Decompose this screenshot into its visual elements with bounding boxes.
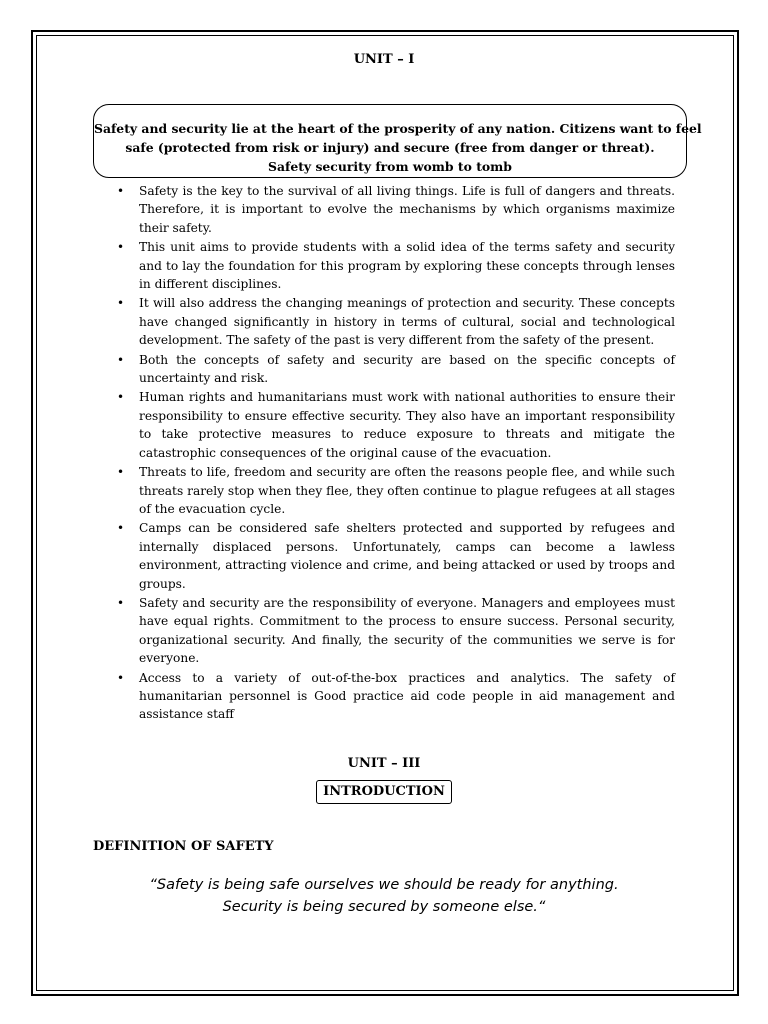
safety-quote: [0, 874, 768, 918]
list-item: [113, 594, 675, 668]
bullet-icon: •: [117, 352, 125, 367]
list-item: [113, 294, 675, 349]
list-item: [113, 519, 675, 593]
callout-line-3: Safety security from womb to tomb: [268, 159, 512, 174]
introduction-heading: INTRODUCTION: [316, 780, 452, 804]
list-item-text: Safety and security are the responsibility of everyone. Managers and employees must have equal rights. Commitment to the process to ensure success. Personal security, organizational security. And finally, the security of the communities we serve is for everyone.: [139, 595, 675, 666]
list-item: [113, 351, 675, 388]
unit-3-heading: UNIT – III: [347, 756, 421, 771]
list-item-text: Access to a variety of out-of-the-box practices and analytics. The safety of humanitarian personnel is Good practice aid code people in aid management and assistance staff: [139, 670, 675, 722]
callout-box: [93, 104, 702, 178]
definition-heading: DEFINITION OF SAFETY: [93, 839, 274, 854]
bullet-icon: •: [117, 595, 125, 610]
callout-line-1: Safety and security lie at the heart of the prosperity of any nation. Citizens want to feel: [94, 121, 702, 136]
list-item-text: Human rights and humanitarians must work with national authorities to ensure their responsibility to ensure effective security. They also have an important responsibility to take protective measures to reduce exposure to threats and mitigate the catastrophic consequences of the original cause of the evacuation.: [139, 390, 675, 460]
bullet-icon: •: [117, 240, 125, 255]
bullet-icon: •: [117, 390, 125, 405]
list-item: [113, 463, 675, 518]
bullet-icon: •: [117, 296, 125, 311]
bullet-icon: •: [117, 184, 125, 198]
bullet-icon: •: [117, 465, 125, 480]
unit-1-heading: UNIT – I: [353, 52, 415, 67]
list-item-text: Threats to life, freedom and security are often the reasons people flee, and while such threats rarely stop when they flee, they often continue to plague refugees at all stages of the evacuation cycle.: [139, 465, 675, 516]
bullet-list: [113, 182, 675, 725]
list-item: [113, 388, 675, 462]
quote-line-1: “Safety is being safe ourselves we should be ready for anything.: [149, 877, 619, 893]
list-item-text: Both the concepts of safety and security are based on the specific concepts of uncertainty and risk.: [139, 352, 675, 386]
list-item-text: Camps can be considered safe shelters protected and supported by refugees and internally displaced persons. Unfortunately, camps can become a lawless environment, attracting violence and crime, and being attacked or used by troops and groups.: [139, 521, 675, 591]
list-item: [113, 182, 675, 237]
bullet-icon: •: [117, 670, 125, 685]
list-item-text: It will also address the changing meanings of protection and security. These concepts have changed significantly in history in terms of cultural, social and technological development. The safety of the past is very different from the safety of the present.: [139, 296, 675, 348]
bullet-icon: •: [117, 521, 125, 536]
list-item-text: This unit aims to provide students with a solid idea of the terms safety and security and to lay the foundation for this program by exploring these concepts through lenses in different disciplines.: [139, 240, 675, 292]
list-item: [113, 669, 675, 724]
callout-line-2: safe (protected from risk or injury) and secure (free from danger or threat).: [125, 140, 655, 155]
list-item-text: Safety is the key to the survival of all living things. Life is full of dangers and threats. Therefore, it is important to evolve the mechanisms by which organisms maximize their safety.: [139, 184, 675, 235]
quote-line-2: Security is being secured by someone else.“: [222, 899, 546, 915]
list-item: [113, 238, 675, 293]
